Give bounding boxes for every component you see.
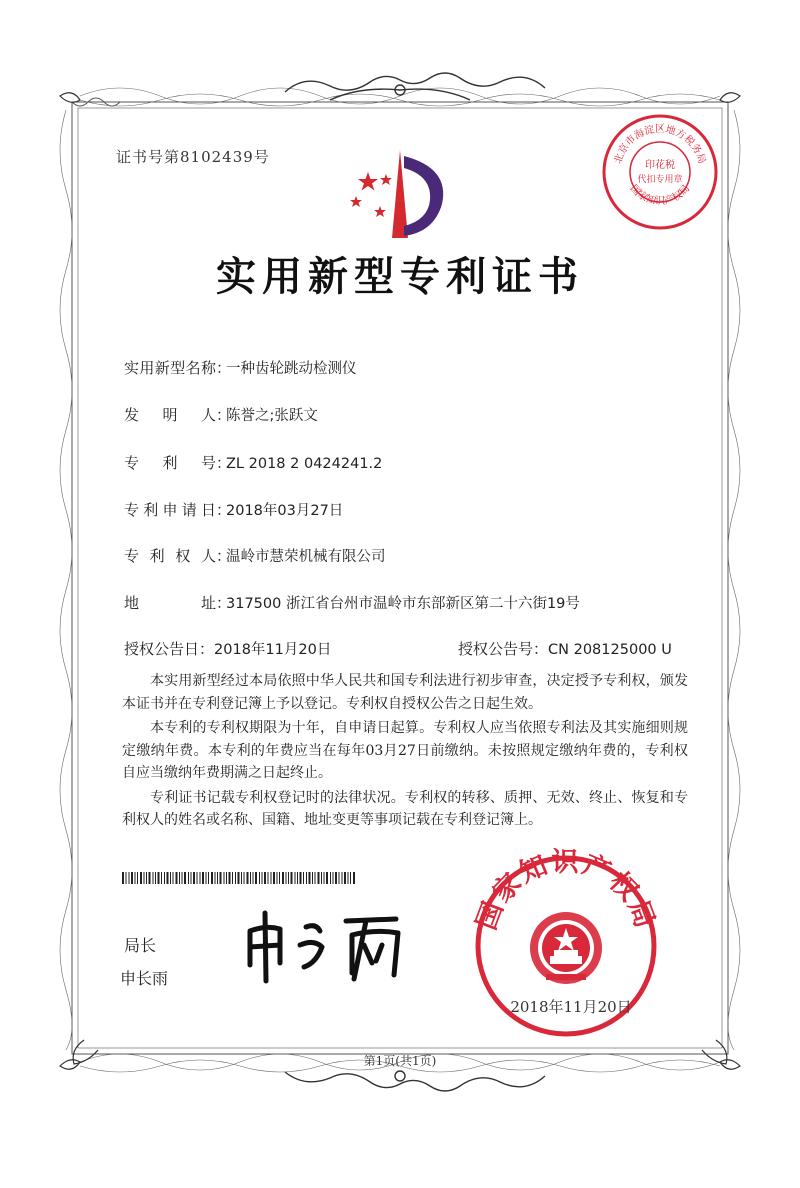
field-inventor: 发明人：陈誉之;张跃文 (124, 406, 318, 424)
barcode-icon (122, 872, 358, 884)
seal-date: 2018年11月20日 (510, 998, 632, 1016)
field-patent-number: 专利号：ZL 2018 2 0424241.2 (124, 454, 383, 472)
page-number: 第1页(共1页) (363, 1054, 437, 1068)
field-label: 授权公告号 (458, 640, 534, 658)
top-seal-bottom-text: 国家知识产权局 (627, 183, 693, 208)
field-value: CN 208125000 U (548, 642, 672, 658)
field-value: 2018年11月20日 (214, 642, 332, 658)
field-label: 实用新型名称 (124, 359, 216, 377)
patent-office-emblem-icon (338, 146, 458, 246)
paragraph-term: 本专利的专利权期限为十年，自申请日起算。专利权人应当依照专利法及其实施细则规定缴纳年费。本专利的年费应当在每年03月27日前缴纳。未按照规定缴纳年费的，专利权自应当缴纳年费期满之日起终止。 (122, 720, 688, 781)
director-title: 局长 (124, 936, 157, 955)
field-filing-date: 专利申请日：2018年03月27日 (124, 501, 344, 519)
field-label: 授权公告日 (124, 640, 200, 658)
director-signature (236, 905, 416, 985)
svg-text:国家知识产权局 (628, 183, 693, 208)
field-value: 温岭市慧荣机械有限公司 (226, 549, 386, 565)
paragraph-grant: 本实用新型经过本局依照中华人民共和国专利法进行初步审查，决定授予专利权，颁发本证书并在专利登记簿上予以登记。专利权自授权公告之日起生效。 (122, 673, 688, 712)
field-label: 地址 (124, 594, 216, 612)
top-seal-inner-line1: 印花税 (645, 160, 675, 171)
field-label: 专利权人 (124, 547, 216, 565)
director-name: 申长雨 (120, 969, 169, 988)
field-grant-date: 授权公告日：2018年11月20日 (124, 640, 332, 658)
field-grant-number: 授权公告号：CN 208125000 U (458, 640, 672, 658)
field-value: 317500 浙江省台州市温岭市东部新区第二十六街19号 (226, 596, 580, 612)
field-label: 专利申请日 (124, 501, 216, 519)
certificate-body-text (122, 670, 688, 834)
certificate-number: 证书号第8102439号 (116, 148, 270, 166)
field-value: ZL 2018 2 0424241.2 (226, 456, 383, 472)
field-address: 地址：317500 浙江省台州市温岭市东部新区第二十六街19号 (124, 594, 580, 612)
field-label: 专利号 (124, 454, 216, 472)
top-seal-inner-line2: 代扣专用章 (637, 175, 683, 185)
field-value: 2018年03月27日 (226, 503, 344, 519)
grant-info-row (124, 638, 684, 659)
field-value: 陈誉之;张跃文 (226, 408, 318, 424)
field-value: 一种齿轮跳动检测仪 (226, 361, 357, 377)
national-emblem-icon (530, 912, 602, 984)
certificate-title: 实用新型专利证书 (216, 253, 584, 300)
field-utility-model-name: 实用新型名称：一种齿轮跳动检测仪 (124, 359, 357, 377)
top-seal-outer-text: 北京市海淀区地方税务局 (612, 124, 708, 166)
field-patent-holder: 专利权人：温岭市慧荣机械有限公司 (124, 547, 386, 565)
paragraph-legal-status: 专利证书记载专利权登记时的法律状况。专利权的转移、质押、无效、终止、恢复和专利权人的姓名或名称、国籍、地址变更等事项记载在专利登记簿上。 (122, 789, 688, 828)
field-label: 发明人 (124, 406, 216, 424)
big-seal-text: 国家知识产权局 (471, 848, 661, 934)
stamp-duty-seal (598, 110, 722, 234)
